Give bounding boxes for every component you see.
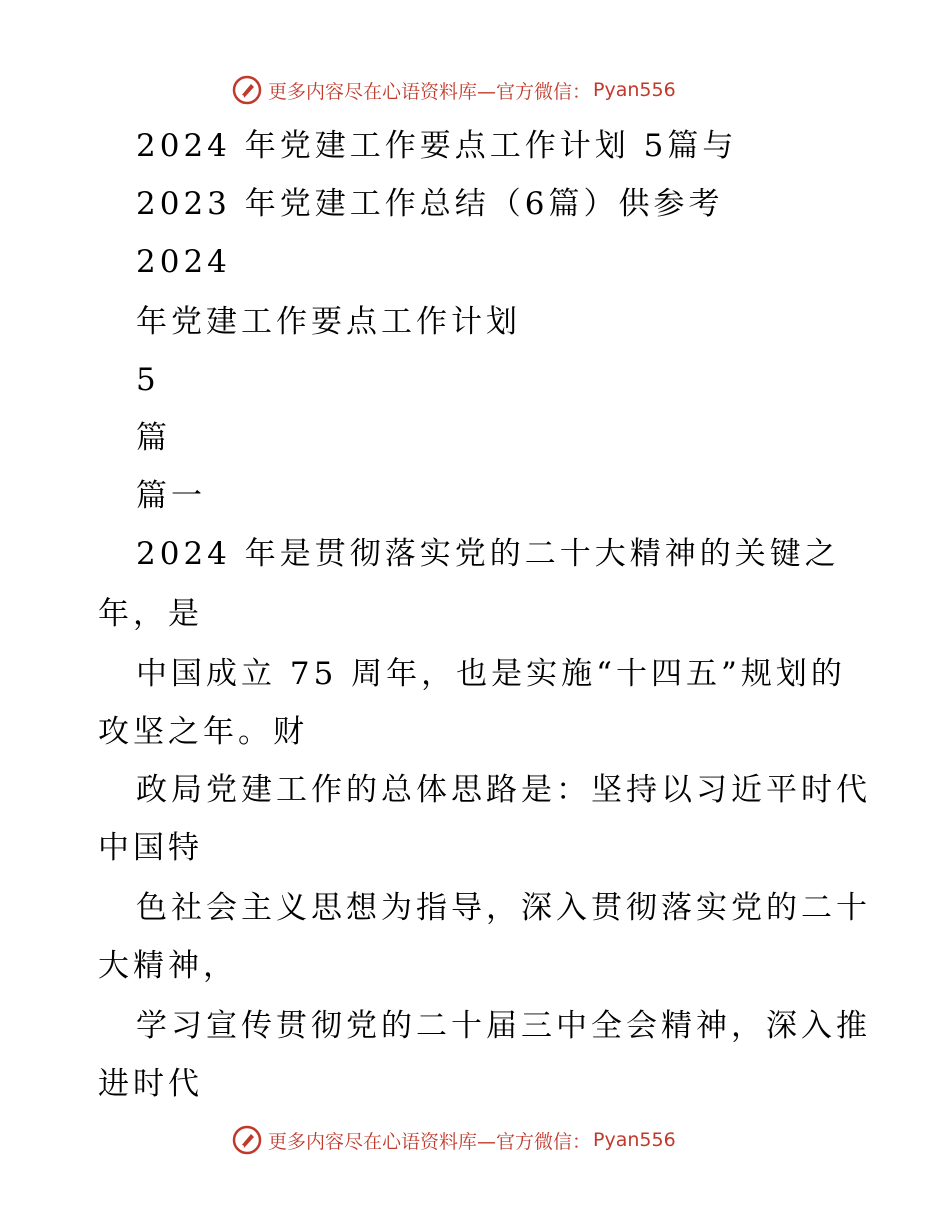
doc-title-line-1: 2024 年党建工作要点工作计划 5篇与 [136, 128, 738, 164]
pen-logo-icon [232, 75, 262, 105]
paragraph-line: 色社会主义思想为指导，深入贯彻落实党的二十 [136, 890, 871, 926]
footer-watermark-banner [232, 1122, 712, 1158]
paragraph-line: 学习宣传贯彻党的二十届三中全会精神，深入推 [136, 1008, 871, 1044]
doc-line: 年党建工作要点工作计划 [136, 304, 521, 340]
section-heading: 篇一 [136, 478, 206, 514]
doc-line: 篇 [136, 420, 171, 456]
header-watermark-banner [232, 72, 712, 108]
paragraph-line: 年，是 [98, 596, 203, 632]
doc-title-line-2: 2023 年党建工作总结（6篇）供参考 [136, 186, 724, 222]
doc-line: 2024 [136, 244, 231, 280]
paragraph-line: 2024 年是贯彻落实党的二十大精神的关键之 [136, 536, 840, 572]
paragraph-line: 中国成立 75 周年，也是实施“十四五”规划的 [136, 656, 846, 692]
paragraph-line: 攻坚之年。财 [98, 714, 308, 750]
paragraph-line: 中国特 [98, 830, 203, 866]
footer-banner-text: 更多内容尽在心语资料库—官方微信： [268, 1130, 592, 1153]
doc-line: 5 [136, 362, 160, 398]
header-banner-handle: Pyan556 [593, 79, 676, 101]
paragraph-line: 政局党建工作的总体思路是：坚持以习近平时代 [136, 772, 871, 808]
paragraph-line: 进时代 [98, 1066, 203, 1102]
footer-banner-handle: Pyan556 [593, 1129, 676, 1151]
paragraph-line: 大精神， [98, 948, 238, 984]
header-banner-text: 更多内容尽在心语资料库—官方微信： [268, 80, 592, 103]
pen-logo-icon [232, 1125, 262, 1155]
